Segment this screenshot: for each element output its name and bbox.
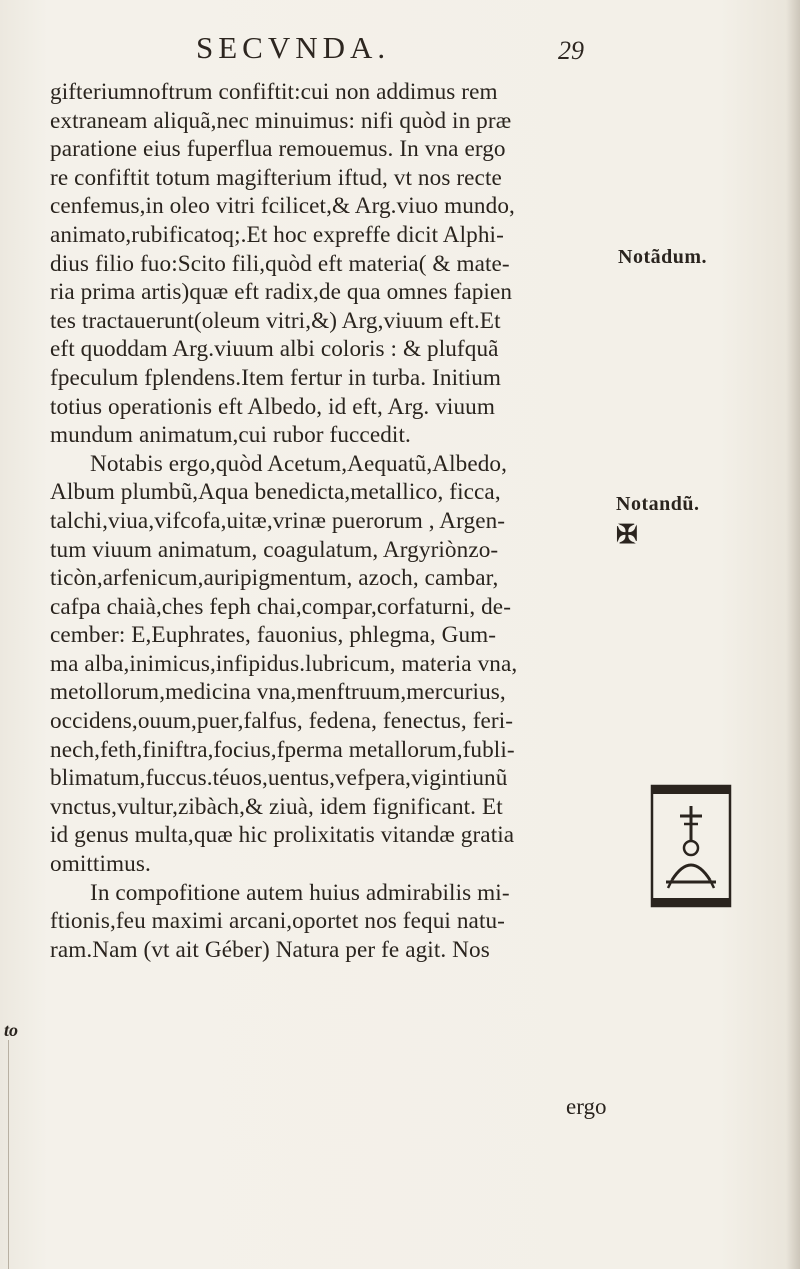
text-line: talchi,viua,vifcofa,uitæ,vrinæ puerorum , Argen- [50,507,506,534]
text-line: occidens,ouum,puer,falfus, fedena, fenectus, feri- [50,708,514,735]
page-fold-shadow [786,0,800,1269]
text-line: re confiftit totum magifterium iftud, vt nos recte [50,164,502,191]
text-line: animato,rubificatoq;.Et hoc expreffe dicit Alphi- [50,221,504,248]
text-line: id genus multa,quæ hic prolixitatis vitandæ gratia [50,822,515,849]
margin-note-notandum: Notãdum. [618,246,708,268]
text-line: ria prima artis)quæ eft radix,de qua omnes fapien [50,279,513,306]
text-line: metollorum,medicina vna,menftruum,mercurius, [50,679,506,706]
text-line: ma alba,inimicus,infipidus.lubricum, materia vna, [50,650,518,677]
text-line: tum viuum animatum, coagulatum, Argyriònzo- [50,536,499,563]
text-line: tes tractauerunt(oleum vitri,&) Arg,viuum eft.Et [50,307,501,334]
text-line: blimatum,fuccus.téuos,uentus,vefpera,vigintiunũ [50,765,508,792]
text-line: Album plumbũ,Aqua benedicta,metallico, ficca, [50,479,501,506]
text-line: omittimus. [50,851,151,878]
text-line: ticòn,arfenicum,auripigmentum, azoch, cambar, [50,565,499,592]
text-line: cafpa chaià,ches feph chai,compar,corfaturni, de- [50,593,512,620]
text-line: cember: E,Euphrates, fauonius, phlegma, Gum- [50,622,497,649]
text-line: ram.Nam (vt ait Géber) Natura per fe agit. Nos [50,936,490,963]
text-line: gifteriumnoftrum confiftit:cui non addimus rem [50,79,498,105]
text-line: cenfemus,in oleo vitri fcilicet,& Arg.viuo mundo, [50,193,515,220]
text-line: Notabis ergo,quòd Acetum,Aequatũ,Albedo, [90,450,508,477]
body-text [50,78,610,964]
text-line: ftionis,feu maximi arcani,oportet nos fequi natu- [50,908,505,935]
text-line: eft quoddam Arg.viuum albi coloris : & plufquã [50,336,499,363]
page-number: 29 [558,36,584,65]
catchword: ergo [566,1094,607,1119]
running-head: SECVNDA. [196,30,391,65]
text-line: nech,feth,finiftra,focius,fperma metallorum,fubli- [50,736,515,763]
text-line: In compofitione autem huius admirabilis mi- [90,879,510,906]
margin-handwritten-mark: to [4,1020,19,1040]
text-line: fpeculum fplendens.Item fertur in turba. Initium [50,364,502,391]
text-line: dius filio fuo:Scito fili,quòd eft materia( & mate- [50,250,510,277]
text-line: extraneam aliquã,nec minuimus: nifi quòd in præ [50,107,512,134]
alchemical-emblem-icon [650,784,732,908]
cross-icon: ✠ [616,520,638,549]
text-line: totius operationis eft Albedo, id eft, Arg. viuum [50,393,495,420]
text-line: paratione eius fuperflua remouemus. In vna ergo [50,136,506,163]
text-line: mundum animatum,cui rubor fuccedit. [50,422,411,449]
page-edge-line [8,1040,9,1269]
margin-note-notandu: Notandũ. [616,493,700,515]
text-line: vnctus,vultur,zibàch,& ziuà, idem fignificant. Et [50,793,503,820]
